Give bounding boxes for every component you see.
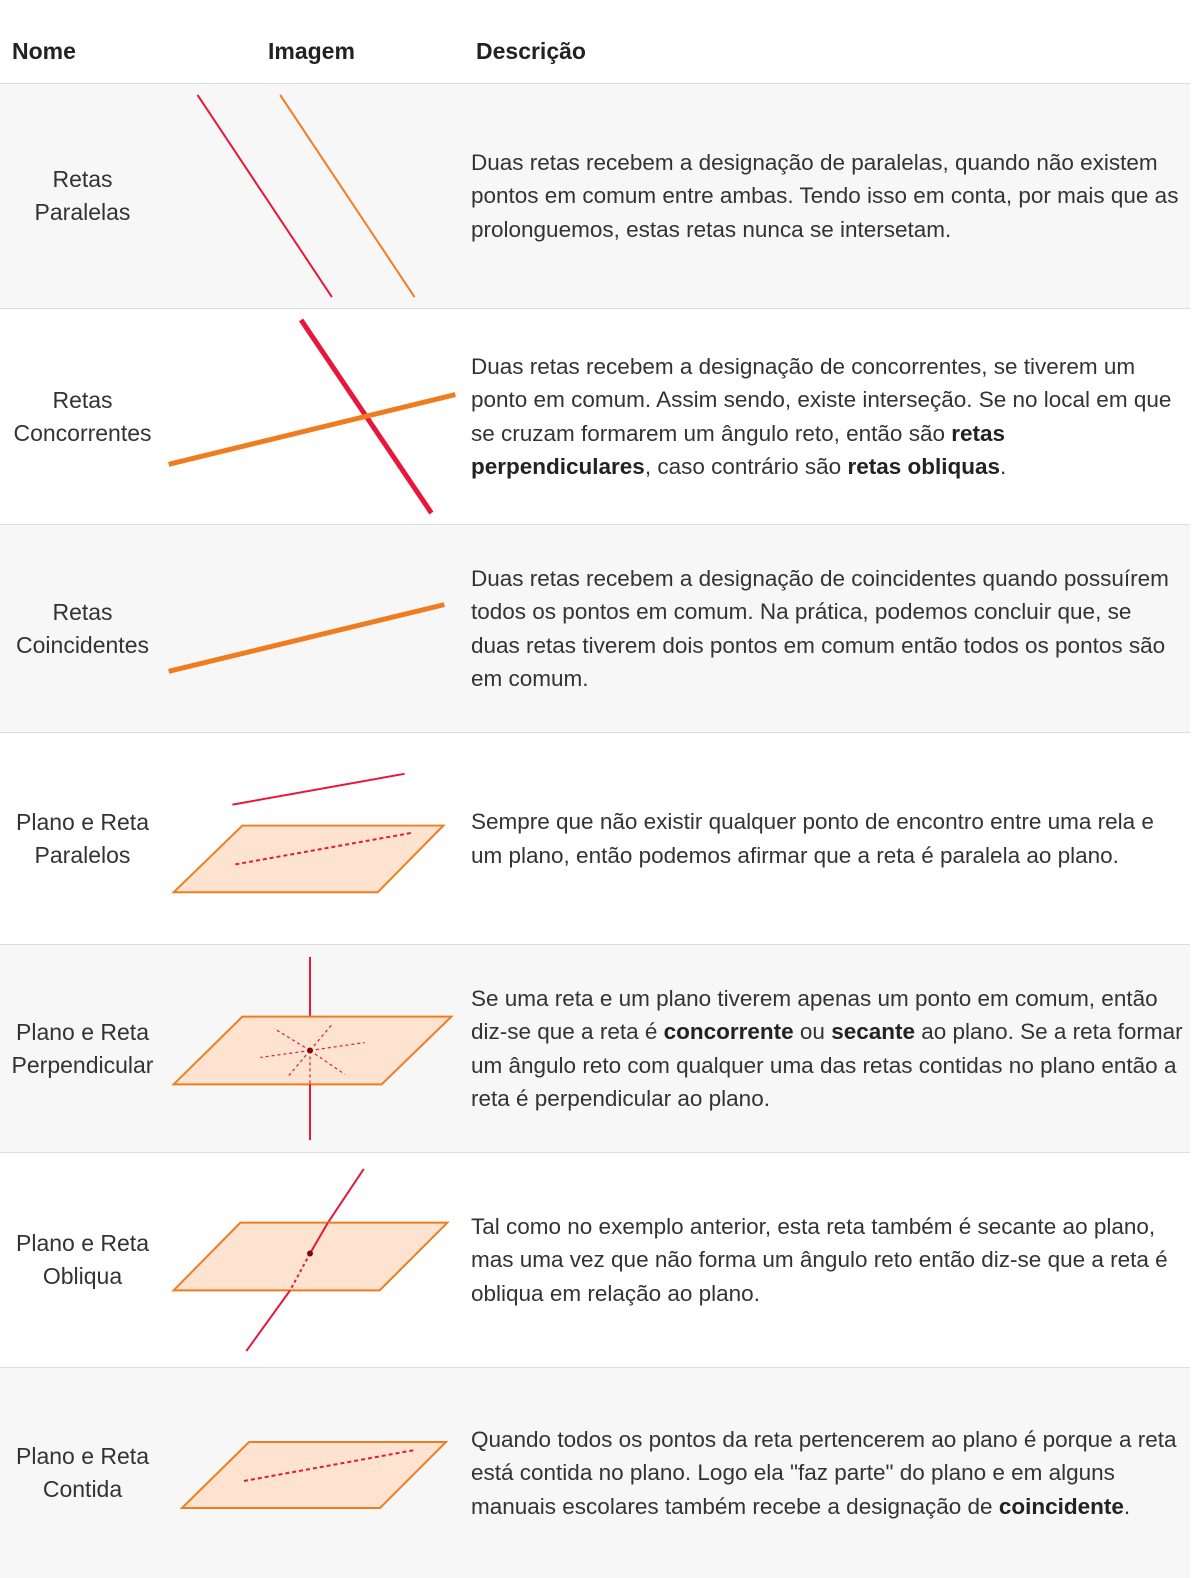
- plane: [174, 826, 444, 893]
- parallel-lines-figure: [160, 84, 465, 308]
- description-segment: .: [1123, 1493, 1131, 1519]
- row-description: [471, 945, 1186, 1152]
- description-text: [471, 1210, 1186, 1311]
- bold-term: retas perpendiculares: [471, 420, 1006, 479]
- row-description: [471, 84, 1186, 308]
- row-name-line1: Plano e Reta: [16, 808, 149, 835]
- description-text: [471, 982, 1186, 1116]
- description-segment: .: [999, 454, 1007, 479]
- description-text: [471, 562, 1186, 696]
- table-row: [0, 525, 1190, 733]
- table-row: [0, 945, 1190, 1153]
- description-text: [471, 805, 1186, 872]
- bold-term: secante: [831, 1019, 916, 1044]
- plane-contained-line-icon: [160, 1368, 465, 1578]
- row-name-line2: Obliqua: [42, 1263, 123, 1289]
- row-name-line1: Plano e Reta: [16, 1443, 149, 1469]
- table-row: [0, 1368, 1190, 1578]
- table-header: [0, 0, 1190, 84]
- row-name-line2: Paralelos: [34, 841, 131, 868]
- bold-term: coincidente: [998, 1493, 1124, 1519]
- row-name-line2: Perpendicular: [11, 1051, 154, 1078]
- plane-contained-line-figure: [160, 1368, 465, 1578]
- row-name-line2: Coincidentes: [16, 631, 149, 658]
- plane-perpendicular-line-figure: [160, 945, 465, 1152]
- row-name: [0, 1368, 165, 1578]
- concurrent-lines-figure: [160, 309, 465, 524]
- table-row: [0, 733, 1190, 945]
- coincident-lines-icon: [160, 525, 465, 732]
- row-name-line2: Paralelas: [34, 199, 131, 225]
- row-description: [471, 525, 1186, 732]
- description-segment: Duas retas recebem a designação de paralelas, quando não existem pontos em comum entre ambas. Tendo isso em conta, por mais que as prolonguemos, estas retas nunca se intersetam.: [471, 149, 1179, 242]
- bold-term: concorrente: [663, 1019, 794, 1044]
- intersection-point: [307, 1048, 313, 1054]
- row-description: [471, 733, 1186, 944]
- row-name: [0, 733, 165, 944]
- orange-line: [280, 95, 414, 297]
- row-name-line1: Retas: [52, 598, 113, 625]
- description-text: [471, 146, 1186, 247]
- row-description: [471, 1153, 1186, 1367]
- row-name-line1: Retas: [52, 166, 113, 192]
- description-segment: Quando todos os pontos da reta pertencerem ao plano é porque a reta está contida no plano. Logo ela "faz parte" do plano e em alguns manuais escolares também recebe a designação de: [471, 1426, 1177, 1519]
- coincident-lines-figure: [160, 525, 465, 732]
- red-line: [232, 774, 404, 805]
- row-name: [0, 84, 165, 308]
- description-segment: ao plano. Se a reta formar um ângulo reto com qualquer uma das retas contidas no plano então a reta é perpendicular ao plano.: [471, 1019, 1183, 1111]
- plane-oblique-line-icon: [160, 1153, 465, 1367]
- plane-perpendicular-line-icon: [160, 945, 465, 1152]
- orange-line: [169, 605, 445, 672]
- plane: [174, 1223, 448, 1291]
- row-name-line1: Plano e Reta: [16, 1230, 149, 1256]
- description-segment: ou: [793, 1019, 832, 1044]
- description-segment: Tal como no exemplo anterior, esta reta também é secante ao plano, mas uma vez que não forma um ângulo reto então diz-se que a reta é obliqua em relação ao plano.: [471, 1213, 1168, 1306]
- header-descricao: Descrição: [476, 38, 586, 64]
- row-name: [0, 945, 165, 1152]
- oblique-line-bottom: [246, 1290, 290, 1351]
- oblique-line-top: [328, 1169, 364, 1223]
- description-segment: Duas retas recebem a designação de concorrentes, se tiverem um ponto em comum. Assim sendo, existe interseção. Se no local em que se cruzam formarem um ângulo reto, então são: [471, 353, 1172, 446]
- plane-oblique-line-figure: [160, 1153, 465, 1367]
- description-segment: , caso contrário são: [644, 454, 848, 479]
- row-description: [471, 309, 1186, 524]
- parallel-lines-icon: [160, 84, 465, 308]
- row-name-line2: Contida: [42, 1476, 123, 1502]
- red-line: [198, 95, 332, 297]
- row-name-line1: Retas: [52, 386, 113, 413]
- description-text: [471, 350, 1186, 484]
- row-name-line1: Plano e Reta: [16, 1018, 149, 1045]
- plane-parallel-line-figure: [160, 733, 465, 944]
- bold-term: retas obliquas: [847, 454, 1000, 479]
- row-name: [0, 1153, 165, 1367]
- description-segment: Se uma reta e um plano tiverem apenas um ponto em comum, então diz-se que a reta é: [471, 985, 1158, 1044]
- row-description: [471, 1368, 1186, 1578]
- plane-parallel-line-icon: [160, 733, 465, 944]
- row-name-line2: Concorrentes: [13, 419, 152, 446]
- table-row: [0, 1153, 1190, 1368]
- row-name: [0, 525, 165, 732]
- row-name: [0, 309, 165, 524]
- intersection-point: [307, 1251, 313, 1257]
- description-segment: Sempre que não existir qualquer ponto de encontro entre uma rela e um plano, então podemos afirmar que a reta é paralela ao plano.: [471, 809, 1154, 868]
- table-row: [0, 309, 1190, 525]
- concurrent-lines-icon: [160, 309, 465, 524]
- description-text: [471, 1423, 1186, 1524]
- table-row: [0, 84, 1190, 309]
- header-imagem: Imagem: [268, 38, 355, 64]
- header-nome: Nome: [12, 38, 76, 64]
- description-segment: Duas retas recebem a designação de coincidentes quando possuírem todos os pontos em comum. Na prática, podemos concluir que, se duas retas tiverem dois pontos em comum então todos os pontos são em comum.: [471, 565, 1169, 691]
- orange-line: [169, 395, 456, 465]
